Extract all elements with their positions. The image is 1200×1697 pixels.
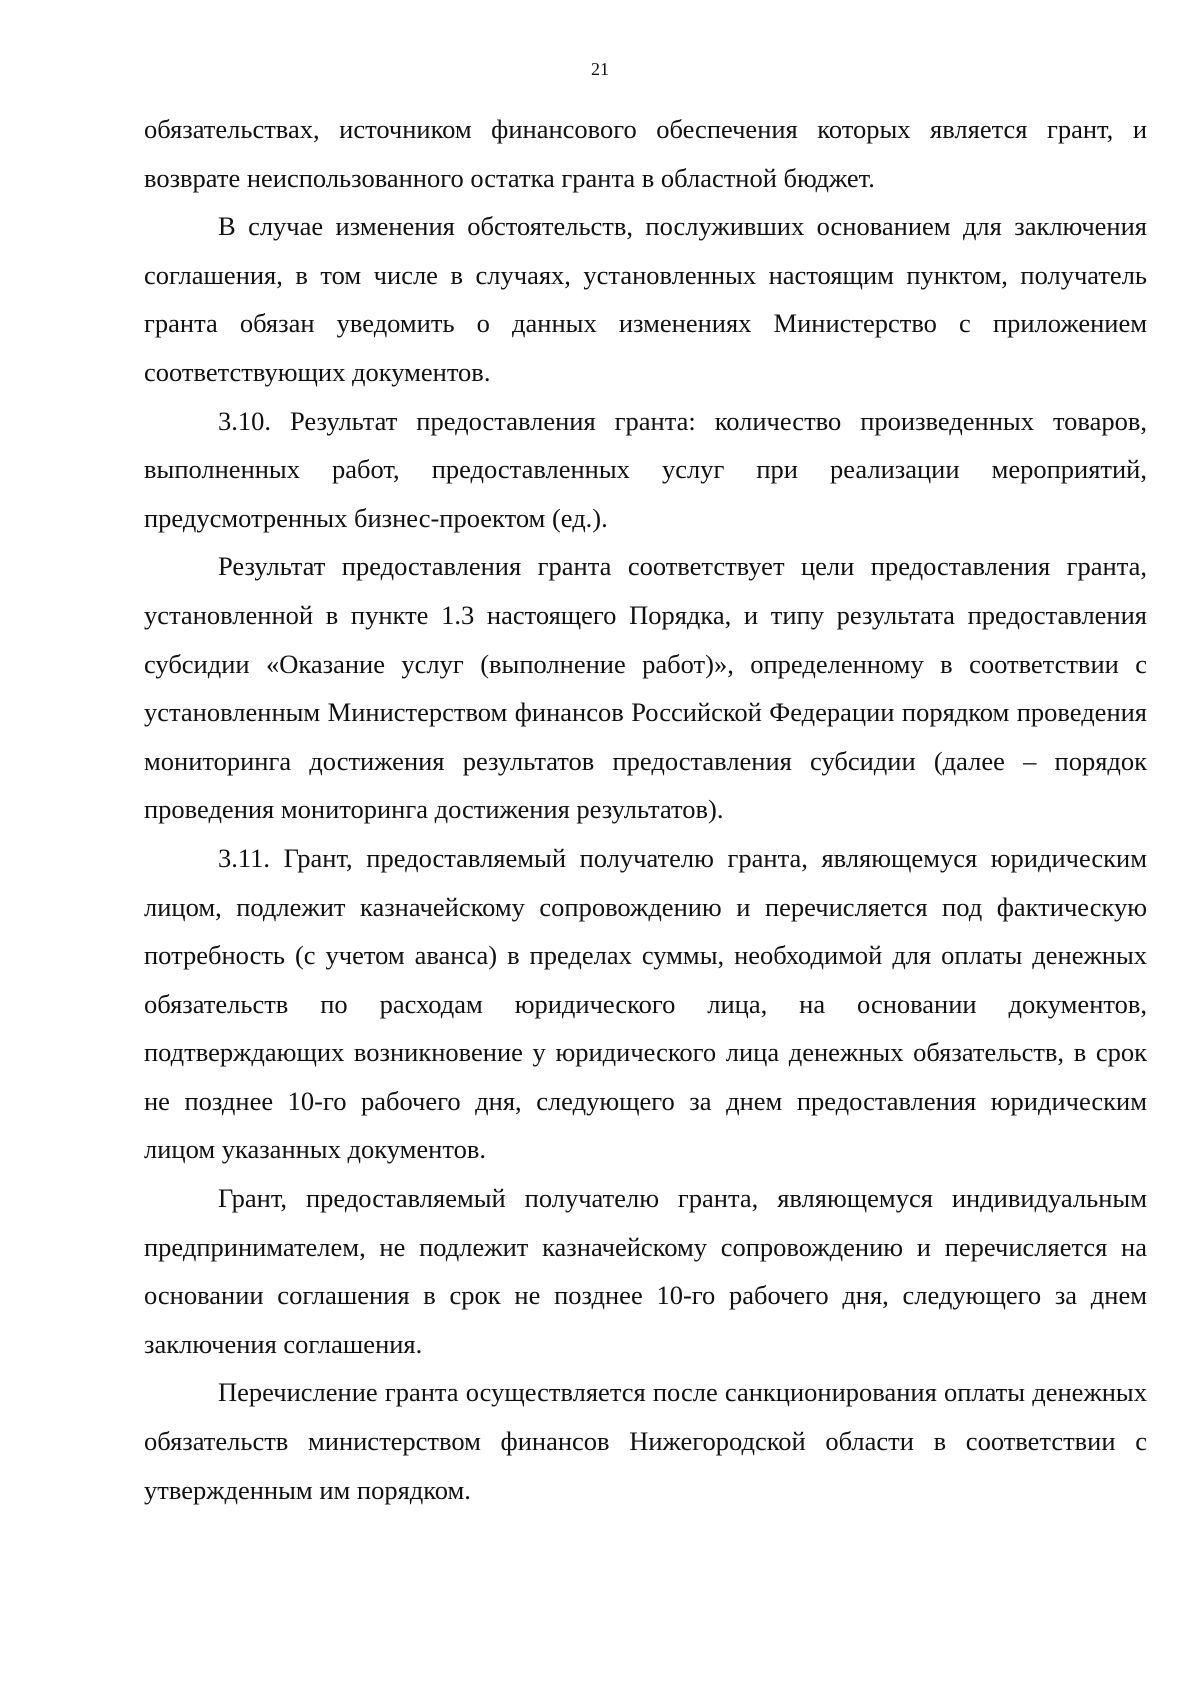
paragraph-3-11: 3.11. Грант, предоставляемый получателю гранта, являющемуся юридическим лицом, подлежит казначейскому сопровождению и перечисляется под фактическую потребность (с учетом аванса) в пределах суммы, необходимой для оплаты денежных обязательств по расходам юридического лица, на основании документов, подтверждающих возникновение у юридического лица денежных обязательств, в срок не позднее 10-го рабочего дня, следующего за днем предоставления юридическим лицом указанных документов. [144,842,1147,1165]
paragraph-3-10: 3.10. Результат предоставления гранта: количество произведенных товаров, выполненных работ, предоставленных услуг при реализации мероприятий, предусмотренных бизнес-проектом (ед.). [144,405,1147,533]
paragraph-grant-result: Результат предоставления гранта соответствует цели предоставления гранта, установленной в пункте 1.3 настоящего Порядка, и типу результата предоставления субсидии «Оказание услуг (выполнение работ)», определенному в соответствии с установленным Министерством финансов Российской Федерации порядком проведения мониторинга достижения результатов предоставления субсидии (далее – порядок проведения мониторинга достижения результатов). [144,551,1147,825]
paragraph-circumstances-change: В случае изменения обстоятельств, послуживших основанием для заключения соглашения, в том числе в случаях, установленных настоящим пунктом, получатель гранта обязан уведомить о данных изменениях Министерство с приложением соответствующих документов. [144,211,1147,387]
document-body [144,105,1147,1514]
page-number: 21 [591,59,609,79]
paragraph-transfer: Перечисление гранта осуществляется после санкционирования оплаты денежных обязательств министерством финансов Нижегородской области в соответствии с утвержденным им порядком. [144,1377,1147,1505]
paragraph-individual-entrepreneur: Грант, предоставляемый получателю гранта, являющемуся индивидуальным предпринимателем, не подлежит казначейскому сопровождению и перечисляется на основании соглашения в срок не позднее 10-го рабочего дня, следующего за днем заключения соглашения. [144,1183,1147,1359]
paragraph-continuation: обязательствах, источником финансового обеспечения которых является грант, и возврате неиспользованного остатка гранта в областной бюджет. [144,114,1147,193]
